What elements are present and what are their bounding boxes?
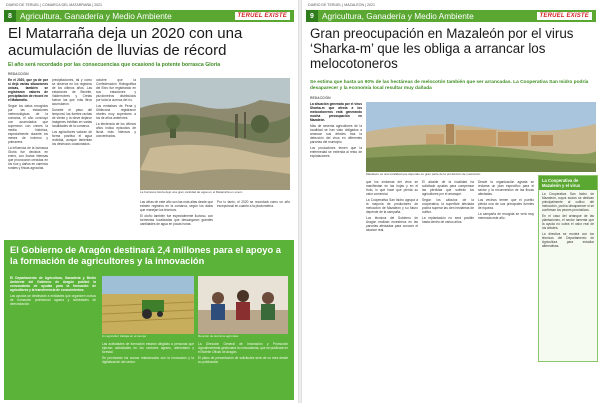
right-headline: Gran preocupación en Mazaleón por el virus ‘Sharka-m’ que les obliga a arrancar los melocotoneros: [310, 26, 574, 71]
paragraph: El Departamento de Agricultura, Ganadería y Medio Ambiente del Gobierno de Aragón publicó la convocatoria de ayudas para la formación de agricultores y la transferencia de conocimientos.: [10, 276, 96, 292]
green-photo-caption-1: Un agricultor trabaja en el campo: [102, 335, 147, 338]
green-box-col-3: [198, 342, 288, 396]
paragraph: Los embalses de Pena y Ulldecona registraron niveles muy superiores a los de años anteriores.: [96, 104, 136, 120]
paragraph: Desde la organización agraria se reclama un plan específico para el sector y la reconversión de las fincas afectadas.: [478, 180, 534, 196]
paragraph: octubre que la Confederación Hidrográfica del Ebro fue registrando en sus estaciones y pluviómetros distribuidos por toda la cuenca del río.: [96, 78, 136, 102]
tractor-photo: [102, 276, 194, 334]
mazaleon-town-photo: [366, 102, 596, 172]
paragraph: Los técnicos del Gobierno de Aragón realizan muestreos en las parcelas afectadas para conocer el alcance real.: [366, 216, 418, 232]
left-page: [0, 0, 298, 403]
paragraph: Los productores temen que la enfermedad se extienda al resto de explotaciones.: [310, 146, 362, 158]
paragraph: Las actividades de formación estarán dirigidas a personas que ejerzan actividades en los sectores agrario, alimentario y forestal.: [102, 342, 194, 354]
paragraph: El otoño también fue especialmente lluvioso, con tormentas localizadas que descargaron grandes cantidades de agua en pocas horas.: [140, 214, 213, 226]
left-subhead: El año será recordado por las consecuencias que ocasionó la potente borrasca Gloria: [8, 62, 221, 68]
paragraph: El alcalde de la localidad ha solicitado ayudas para compensar las pérdidas que sufrirán los agricultores por el arranque.: [422, 180, 474, 196]
left-article-photo: [140, 78, 290, 190]
paragraph: precipitaciones, tal y como se observa en los registros de los últimos años. Las estaciones de Beceite, Valderrobres y Cretas fueron las que más litros acumularon.: [52, 78, 92, 106]
right-article-col-4: [478, 180, 534, 392]
right-article-col-2: [366, 180, 418, 392]
paragraph: La situación generada por el virus Sharka-m que afecta a los melocotoneros está generando mucha preocupación en Mazaleón.: [310, 102, 362, 122]
paragraph: La tendencia de los últimos años indica episodios de lluvia más intensos y concentrados.: [96, 122, 136, 138]
paragraph: Las ayudas se destinarán a entidades que organicen cursos de formación profesional agraria y actividades de demostración.: [10, 294, 96, 306]
paragraph: que los síntomas del virus se manifiestan en las hojas y en el fruto, lo que hace que pierda su valor comercial.: [366, 180, 418, 196]
left-section-bar: [4, 10, 294, 22]
left-article-col-3: [96, 78, 136, 238]
paragraph: En el 2020, que ya de por sí dejó varias situaciones únicas, también se registraron valores de precipitación de récord en el Matarraña.: [8, 78, 48, 102]
right-article-col-1: [310, 102, 362, 392]
meeting-photo: [198, 276, 288, 334]
paragraph: La Cooperativa San Isidro agrupa a la mayoría de productores de melocotón de Mazaleón y su futuro depende de la campaña.: [366, 198, 418, 214]
green-box-article: [4, 240, 294, 400]
paragraph: La Cooperativa San Isidro de Mazaleón, cuyos socios se dedican principalmente al cultivo del melocotón, podría desaparecer si se confirman los peores pronósticos.: [542, 192, 594, 212]
right-section-bar: [306, 10, 596, 22]
paragraph: Los agricultores valoran de forma positiva el agua recibida, aunque lamentan los destrozos ocasionados.: [52, 130, 92, 146]
green-box-col-1: [10, 276, 96, 396]
left-article-col-2: [52, 78, 92, 238]
paragraph: Se priorizarán los cursos relacionados con la innovación y la digitalización del sector.: [102, 356, 194, 364]
paragraph: La replantación no será posible hasta dentro de varios años.: [422, 216, 474, 224]
right-page-number: 9: [306, 10, 318, 22]
green-photo-caption-2: Reunión de técnicos agrícolas: [198, 335, 239, 338]
left-folio: DIARIO DE TERUEL | COMARCA DEL MATARRAÑA | 2021: [6, 3, 103, 7]
village-landscape-photo: [366, 102, 596, 172]
side-box-title: La Cooperativa de Mazaleón y el virus: [539, 176, 597, 190]
left-headline: El Matarraña deja un 2020 con una acumulación de lluvias de récord: [8, 25, 243, 59]
paragraph: El plazo de presentación de solicitudes será de un mes desde su publicación.: [198, 356, 288, 364]
paragraph: Más de sesenta agricultores de la localidad se han visto obligados a arrancar sus árboles tras la detección del virus en diferentes parcelas del municipio.: [310, 124, 362, 144]
people-meeting-photo: [198, 276, 288, 334]
right-photo-caption: Mazaleón es una localidad que depende en gran parte de la producción de melocotón: [366, 173, 481, 176]
left-article-col-1: [8, 78, 48, 238]
left-page-number: 8: [4, 10, 16, 22]
right-folio: DIARIO DE TERUEL | MAZALEÓN | 2021: [308, 3, 375, 7]
left-article-col-4: [140, 200, 213, 238]
right-article-col-3: [422, 180, 474, 392]
paragraph: Según los datos recogidos por las estaciones meteorológicas de la comarca, el año concluyó con acumulados que superaron con creces la media histórica, especialmente durante los meses de invierno y primavera.: [8, 104, 48, 144]
right-page: [302, 0, 600, 403]
left-article-col-5: [217, 200, 290, 238]
paragraph: La influencia de la borrasca Gloria fue decisiva en enero, con lluvias intensas que provocaron crecidas en los ríos y daños en caminos rurales y fincas agrícolas.: [8, 146, 48, 170]
paragraph: La directiva se reunirá con los técnicos del Departamento de Agricultura para estudiar alternativas.: [542, 232, 594, 248]
right-byline: REDACCIÓN: [310, 96, 331, 100]
paragraph: Los vecinos temen que el pueblo pierda una de sus principales fuentes de riqueza.: [478, 198, 534, 210]
paragraph: Por lo tanto, el 2020 se recordará como un año excepcional en cuanto a la pluviometría.: [217, 200, 290, 208]
paragraph: Las cifras de este año son las más altas desde que existen registros en la comarca, según los datos que manejan los técnicos.: [140, 200, 213, 212]
paragraph: Durante el paso del temporal, las fuertes rachas de viento y la nieve dejaron imágenes inéditas en varias localidades de la comarca.: [52, 108, 92, 128]
paragraph: La Dirección General de Innovación y Promoción Agroalimentaria gestionará la convocatoria, que se publicará en el Boletín Oficial de Aragón.: [198, 342, 288, 354]
cooperative-side-box: [538, 175, 598, 362]
agricultural-field-photo: [102, 276, 194, 334]
left-byline: REDACCIÓN: [8, 72, 29, 76]
paragraph: La campaña de recogida se verá muy mermada este año.: [478, 212, 534, 220]
right-section-title: Agricultura, Ganadería y Medio Ambiente: [322, 11, 474, 21]
side-box-body: [539, 190, 597, 252]
paragraph: Según los cálculos de la cooperativa, la superficie afectada podría superar las cien hectáreas de cultivo.: [422, 198, 474, 214]
flooded-river-photo: [140, 78, 290, 190]
left-brand-logo: TERUEL EXISTE: [235, 12, 291, 20]
green-box-col-2: [102, 342, 194, 396]
paragraph: En el caso del arranque de las plantaciones, el sector lamenta que la ayuda no cubra el valor real de los árboles.: [542, 214, 594, 230]
right-subhead: Se estima que hasta un 90% de las hectáreas de melocotón también que ser arrancadas. La Cooperativa San Isidro podría desaparecer y la economía local resultar muy dañada: [310, 80, 589, 91]
green-box-title: El Gobierno de Aragón destinará 2,4 millones para el apoyo a la formación de agricultores y la innovación: [10, 245, 281, 267]
left-photo-caption: La borrasca Gloria dejó una gran cantidad de agua en el Matarraña en enero: [140, 191, 243, 194]
right-brand-logo: TERUEL EXISTE: [537, 12, 593, 20]
left-section-title: Agricultura, Ganadería y Medio Ambiente: [20, 11, 172, 21]
